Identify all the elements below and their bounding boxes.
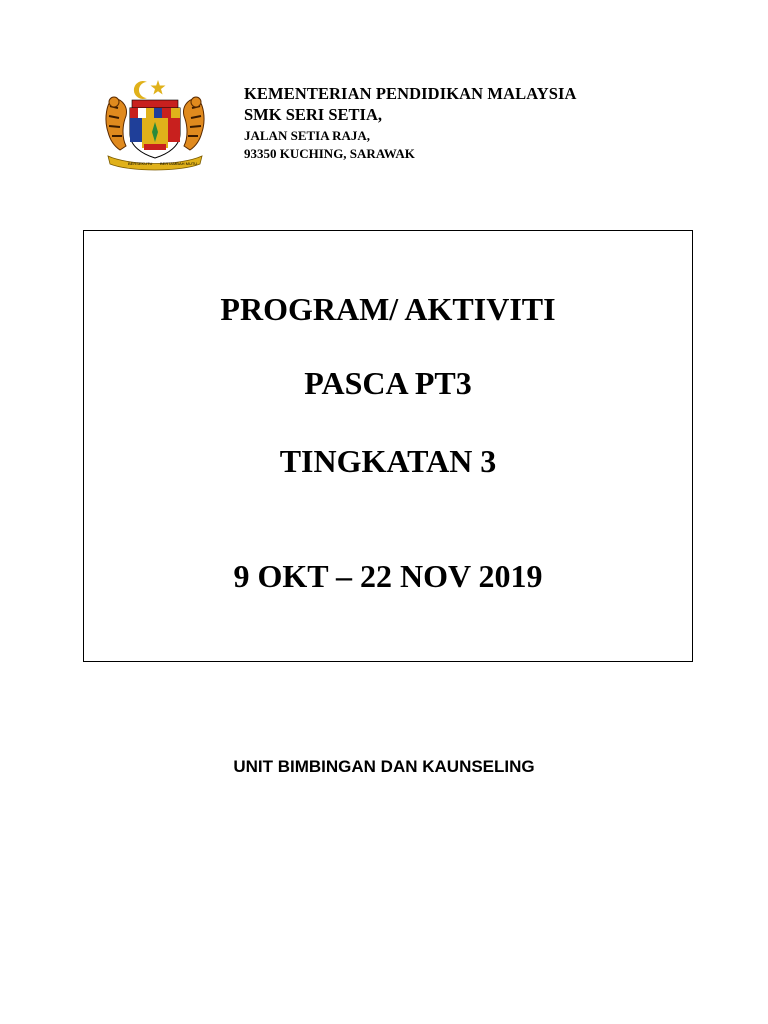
- coat-of-arms-icon: [100, 72, 210, 172]
- ministry-name: KEMENTERIAN PENDIDIKAN MALAYSIA: [244, 84, 577, 103]
- address-line-2: 93350 KUCHING, SARAWAK: [244, 146, 415, 161]
- school-name: SMK SERI SETIA,: [244, 104, 383, 124]
- title-program: PROGRAM/ AKTIVITI: [220, 291, 556, 327]
- letterhead: [244, 86, 577, 160]
- title-pasca-pt3: PASCA PT3: [304, 365, 472, 401]
- svg-text:BERSEKUTU: BERSEKUTU: [128, 161, 153, 166]
- title-date: 9 OKT – 22 NOV 2019: [233, 558, 543, 594]
- address-line-1: JALAN SETIA RAJA,: [244, 128, 371, 143]
- svg-text:BERTAMBAH MUTU: BERTAMBAH MUTU: [160, 161, 198, 166]
- title-box: [83, 230, 693, 662]
- title-tingkatan: TINGKATAN 3: [279, 443, 497, 479]
- unit-name: UNIT BIMBINGAN DAN KAUNSELING: [233, 757, 535, 776]
